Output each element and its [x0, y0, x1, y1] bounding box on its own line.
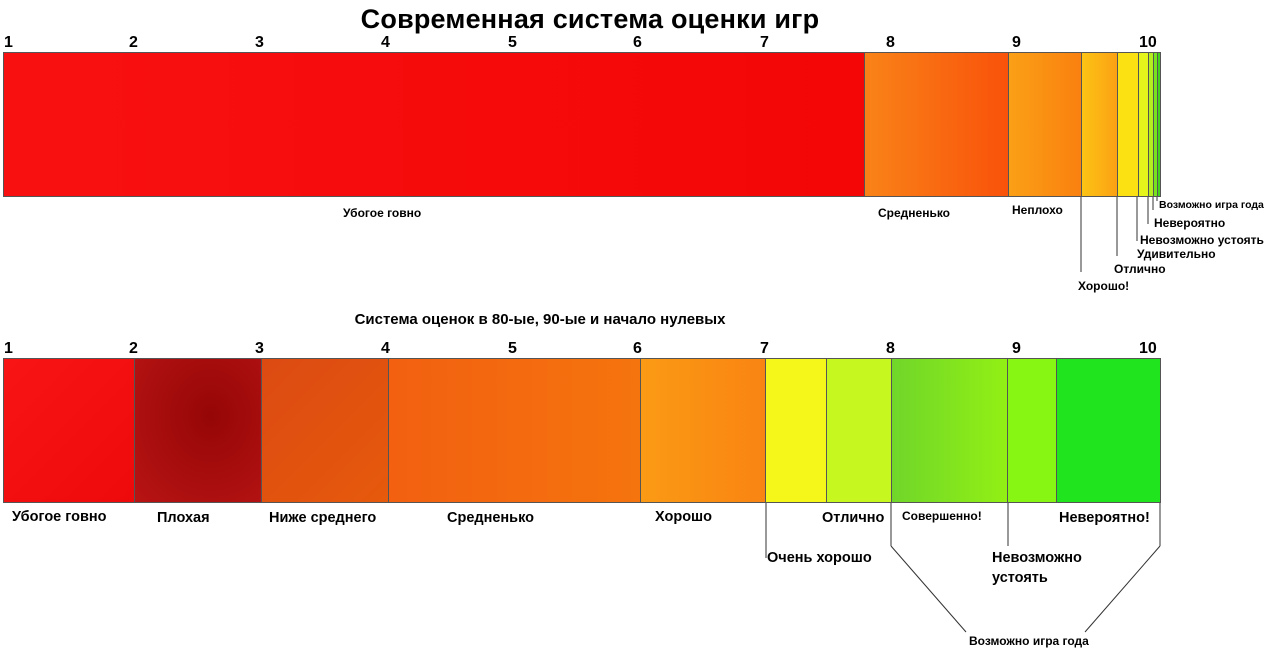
classic-label-bad: Плохая — [157, 510, 210, 526]
classic-label-excellent: Отлично — [822, 510, 885, 526]
classic-segment-average — [389, 359, 641, 502]
classic-scale-number-5: 5 — [508, 340, 517, 357]
classic-segment-below-average — [262, 359, 389, 502]
classic-scale-number-2: 2 — [129, 340, 138, 357]
classic-scale-number-1: 1 — [4, 340, 13, 357]
modern-label-amazing: Удивительно — [1137, 247, 1216, 261]
classic-rating-bar — [3, 358, 1161, 503]
classic-segment-bad — [135, 359, 262, 502]
scale-number-10: 10 — [1139, 34, 1157, 51]
classic-segment-good — [641, 359, 766, 502]
classic-label-very-good: Очень хорошо — [767, 550, 872, 566]
classic-label-below-average: Ниже среднего — [269, 510, 377, 526]
modern-label-terrible: Убогое говно — [343, 206, 422, 220]
scale-number-5: 5 — [508, 34, 517, 51]
classic-segment-terrible — [4, 359, 135, 502]
scale-number-3: 3 — [255, 34, 264, 51]
classic-segment-excellent — [827, 359, 892, 502]
classic-label-irresistible: Невозможно устоять — [992, 550, 1082, 586]
classic-scale-number-8: 8 — [886, 340, 895, 357]
modern-label-incredible: Невероятно — [1154, 216, 1226, 230]
modern-label-good: Хорошо! — [1078, 279, 1130, 293]
classic-scale-number-9: 9 — [1012, 340, 1021, 357]
scale-number-7: 7 — [760, 34, 769, 51]
page-title: Современная система оценки игр — [360, 4, 820, 34]
modern-label-goty: Возможно игра года — [1159, 199, 1264, 211]
classic-label-average: Средненько — [447, 510, 535, 526]
scale-number-6: 6 — [633, 34, 642, 51]
classic-segment-perfect — [892, 359, 1008, 502]
classic-scale-number-4: 4 — [381, 340, 390, 357]
classic-scale-number-10: 10 — [1139, 340, 1157, 357]
modern-label-excellent: Отлично — [1114, 262, 1166, 276]
scale-number-9: 9 — [1012, 34, 1021, 51]
classic-scale-title: Система оценок в 80-ые, 90-ые и начало нулевых — [354, 311, 726, 328]
classic-label-perfect: Совершенно! — [902, 509, 982, 523]
classic-label-terrible: Убогое говно — [12, 509, 107, 525]
scale-number-2: 2 — [129, 34, 138, 51]
classic-segment-very-good — [766, 359, 827, 502]
modern-label-irresistible: Невозможно устоять — [1140, 233, 1264, 247]
classic-label-good: Хорошо — [655, 509, 712, 525]
modern-label-average: Средненько — [878, 206, 951, 220]
classic-scale-number-6: 6 — [633, 340, 642, 357]
classic-scale-number-3: 3 — [255, 340, 264, 357]
modern-label-not-bad: Неплохо — [1012, 203, 1063, 217]
subtitle-wrapper — [0, 311, 1280, 328]
classic-scale-number-7: 7 — [760, 340, 769, 357]
scale-number-1: 1 — [4, 34, 13, 51]
classic-label-incredible: Невероятно! — [1059, 510, 1150, 526]
scale-number-8: 8 — [886, 34, 895, 51]
classic-segment-incredible — [1057, 359, 1160, 502]
classic-label-goty: Возможно игра года — [969, 634, 1089, 648]
classic-segment-irresistible — [1008, 359, 1057, 502]
scale-number-4: 4 — [381, 34, 390, 51]
